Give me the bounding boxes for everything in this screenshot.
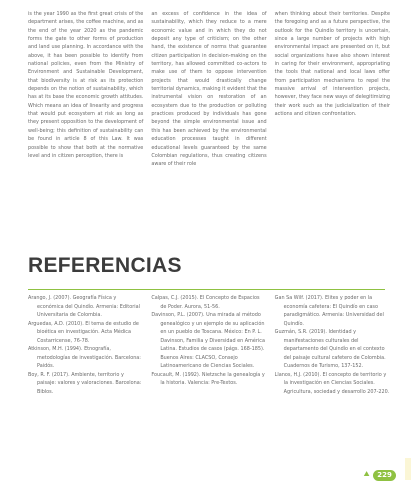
page-footer bbox=[363, 470, 396, 481]
reference-item: Arguedas, A.D. (2010). El tema de estudio de bioética en investigación. Acta Médica Costarricense, 76-78. bbox=[28, 320, 139, 344]
references-list bbox=[28, 294, 390, 396]
page-number: 229 bbox=[373, 470, 396, 481]
reference-item: Guzmán, S.R. (2019). Identidad y manifestaciones culturales del departamento del Quindío en el contexto del paisaje cultural cafetero de Colombia. Cuadernos de Turismo, 137-152. bbox=[274, 329, 386, 369]
paragraph: is the year 1990 as the first great crisis of the department arises, the coffee machine, and as the end of the year 2020 as the pandemic forms the gate to other forms of production and land use planning. In accordance with the above, it has been possible to identify from national policies, even from the Ministry of Environment and Sustainable Development, that biodiversity is at risk as its protection depends on the notion of sustainability, which has at its base the economic growth attitudes. Which means an idea of linearity and progress that would put ecosystem at risk as long as they present opposition to the development of well-being; this definition of sustainability can be found in article 8 of this Law. It was possible to show that both at the normative level and in citizen perception, there is bbox=[28, 11, 144, 159]
reference-item: Davinson, P.L. (2007). Una mirada al método genealógico y un ejemplo de su aplicación en un pueblo de Toscana. México: En P. L. Davinson, Familia y Diversidad en América Latina. Estudios de casos (págs. 168-185). Buenos Aires: CLACSO, Consejo Latinoamericano de Ciencias Sociales. bbox=[151, 312, 265, 369]
reference-item: Foucault, M. (1992). Nietzsche la genealogía y la historia. Valencia: Pre-Textos. bbox=[151, 371, 265, 386]
edge-tab-decoration bbox=[405, 458, 411, 480]
reference-column-2 bbox=[151, 294, 266, 396]
reference-item: Boy, R. F. (2017). Ambiente, territorio y paisaje: valores y valoraciones. Barcelona: Biblos. bbox=[28, 371, 142, 395]
reference-item: Llanos, H.J. (2010). El concepto de territorio y la investigación en Ciencias Sociales. Agricultura, sociedad y desarrollo 207-220. bbox=[274, 371, 390, 395]
reference-item: Atkinson, M.H. (1994). Etnografía, metodologías de investigación. Barcelona: Paidós. bbox=[28, 346, 141, 369]
paragraph: an excess of confidence in the idea of sustainability, which they reduce to a mere economic value and in which they do not deposit any type of criticism; on the other hand, the existence of norms that guarantee citizen participation in decision-making on the territory, has allowed committed co-actors to make use of them to oppose intervention projects that would drastically change territorial dynamics, making it evident that the instrumental vision on restoration of an ecosystem due to the production or polluting practices produced by individuals has gone beyond the simple environmental issue and this has been achieved by the environmental education processes taught in different educational levels guaranteed by the same Colombian regulations, thus creating citizens aware of their role bbox=[151, 11, 267, 168]
text-column-1 bbox=[28, 10, 143, 169]
reference-column-1 bbox=[28, 294, 143, 396]
reference-item: Gan Sa Wilf. (2017). Elites y poder en la economía cafetera: El Quindío en caso paradigmático. Armenia: Universidad del Quindío. bbox=[274, 295, 384, 327]
body-text bbox=[28, 10, 390, 169]
reference-column-3 bbox=[275, 294, 390, 396]
references-heading: REFERENCIAS bbox=[28, 254, 182, 277]
section-divider bbox=[28, 289, 385, 290]
paragraph: when thinking about their territories. Despite the foregoing and as a future perspective, the outlook for the Quindío territory is uncertain, since a large number of projects with high environmental impact are presented on it, but social organizations have also shown interest in caring for their environment, appropriating the tools that national and local laws offer from participation mechanisms to repel the massive arrival of intervention projects, however, they face new ways of delegitimizing their work such as the judicialization of their actions and citizen confrontation. bbox=[274, 11, 390, 118]
reference-item: Calpas, C.J. (2015). El Concepto de Espacios de Poder. Aurora, 51-56. bbox=[151, 295, 260, 310]
text-column-2 bbox=[151, 10, 266, 169]
double-chevron-up-icon: ⯅ bbox=[363, 470, 371, 480]
text-column-3 bbox=[275, 10, 390, 169]
reference-item: Arango, J. (2007). Geografía Física y económica del Quindío. Armenia: Editorial Universitaria de Colombia. bbox=[28, 295, 140, 318]
